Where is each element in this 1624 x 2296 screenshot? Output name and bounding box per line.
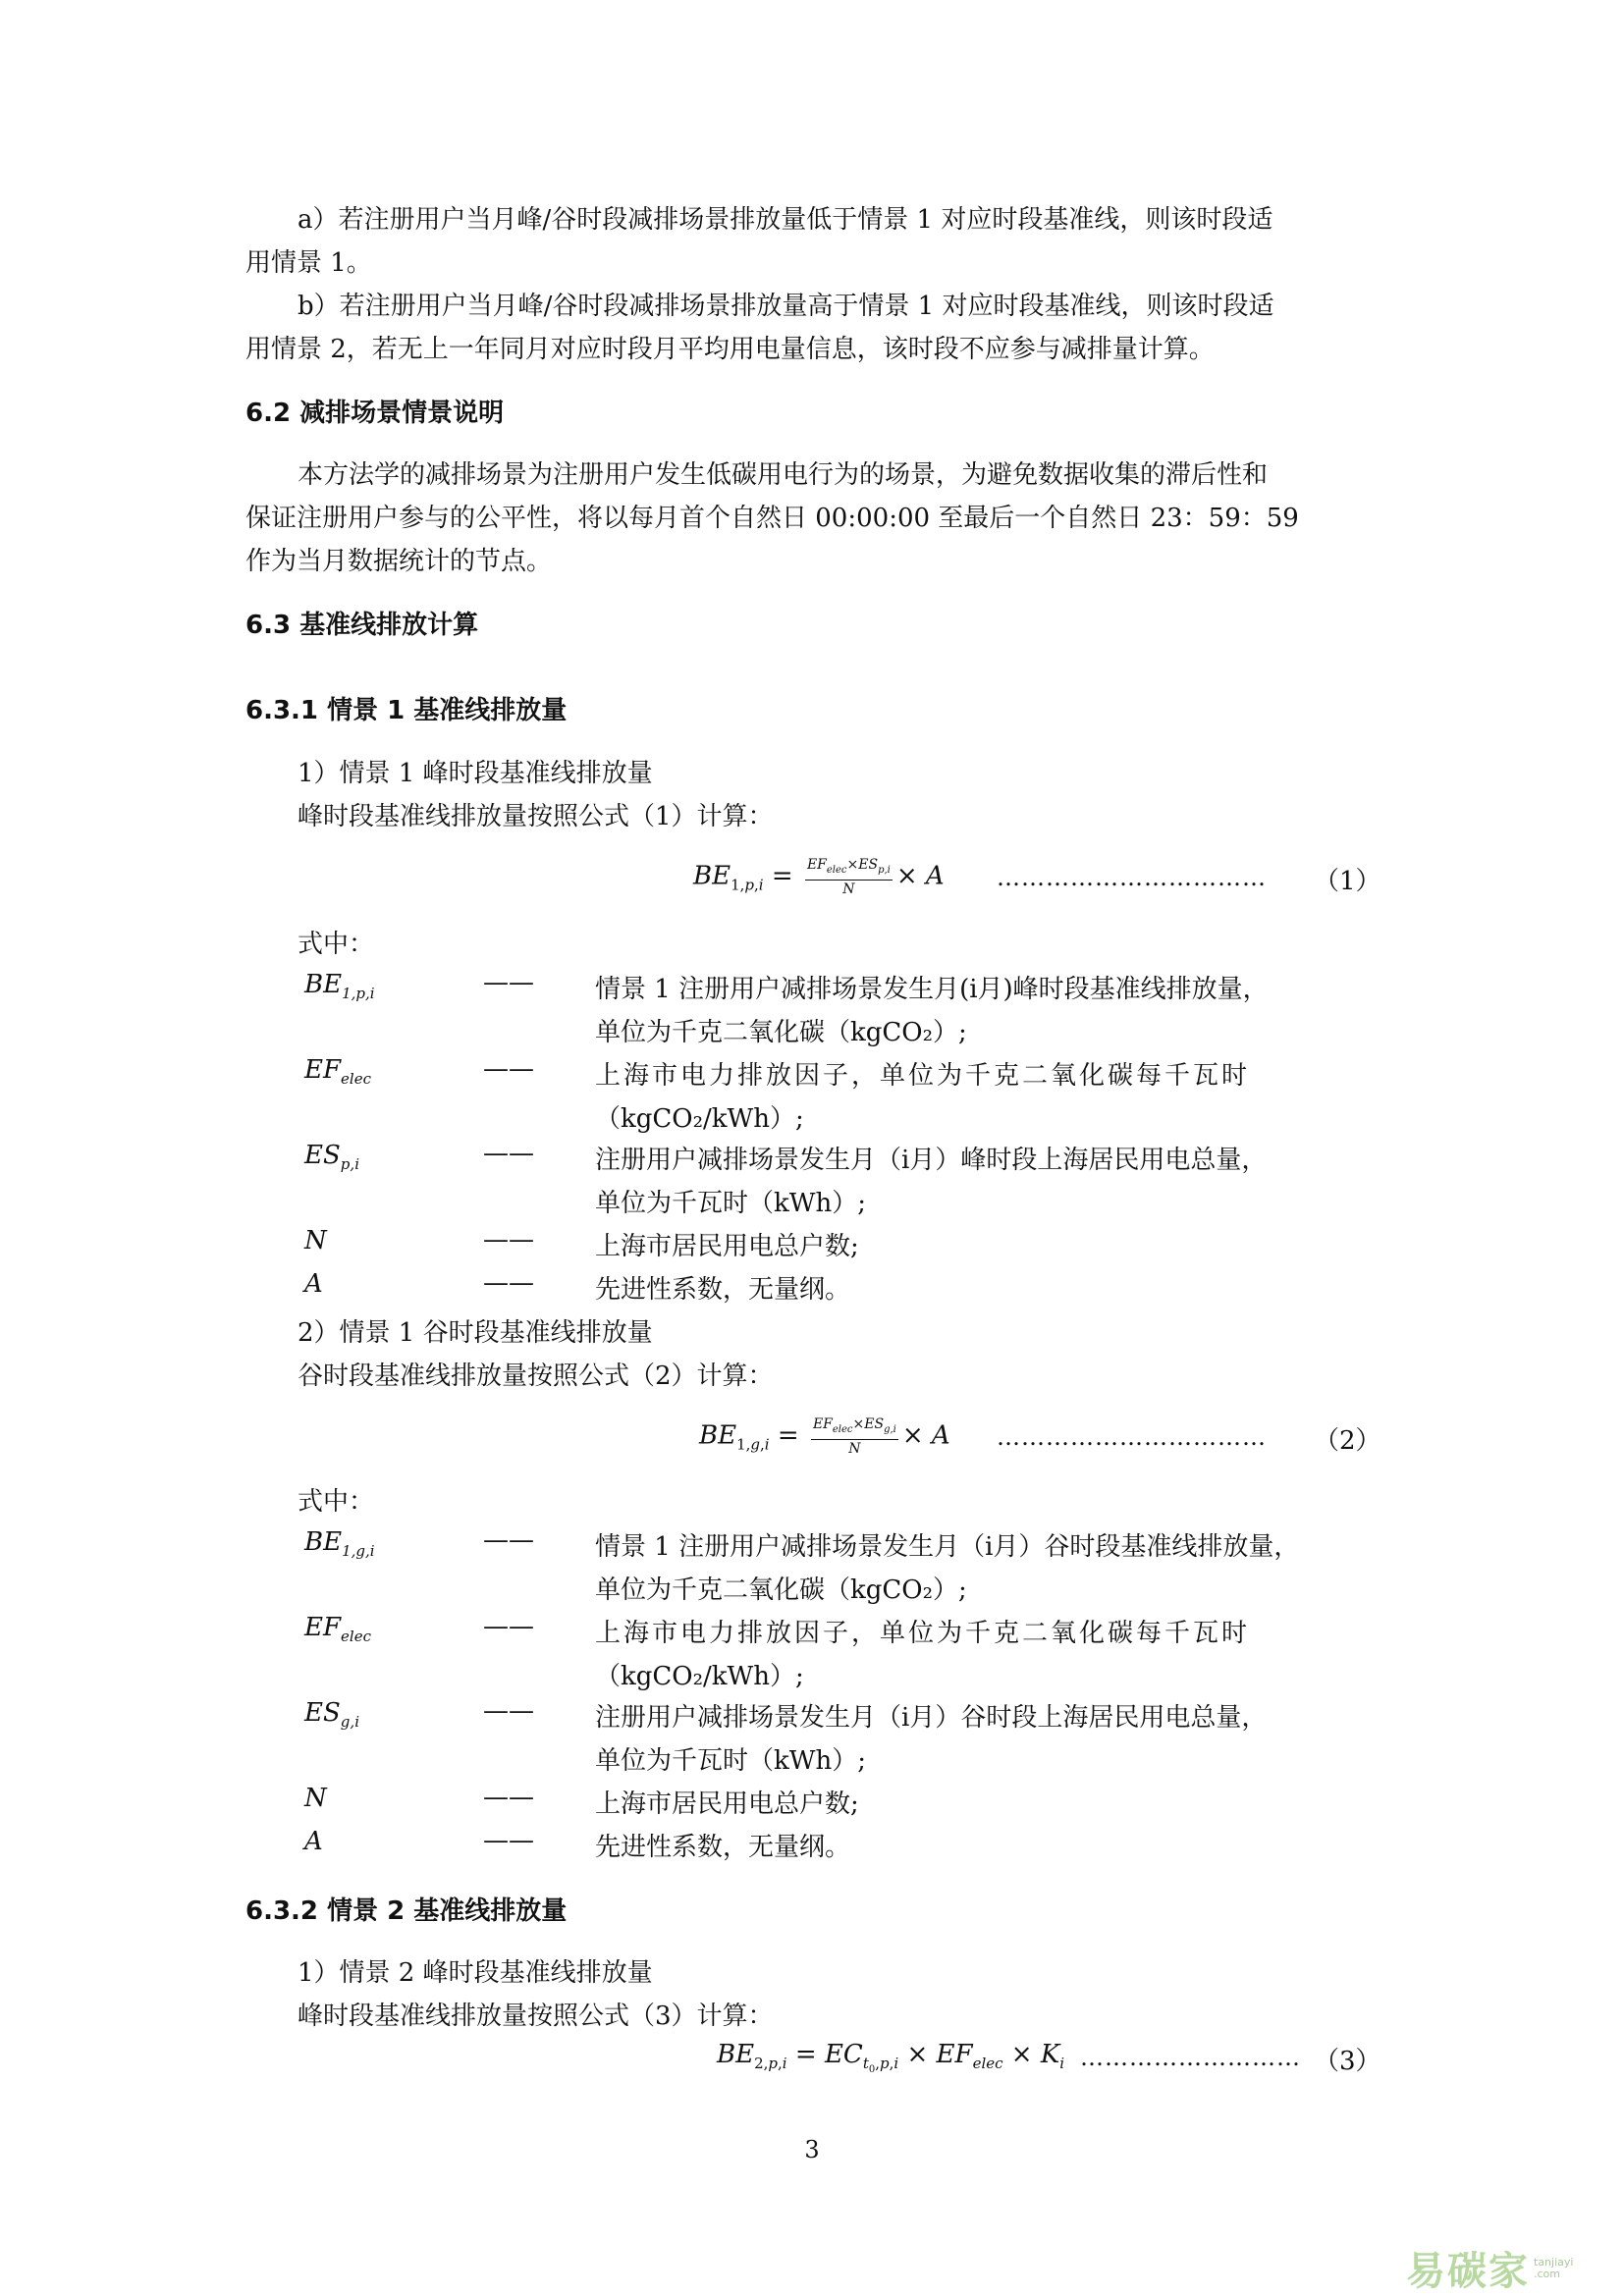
var-dash: —— [483, 1612, 534, 1641]
var-dash: —— [483, 1268, 534, 1298]
formula-2-fraction: $\frac{EF_{elec}\times ES_{g,i}}{N}$ [812, 1416, 896, 1457]
formula-2-number: （2） [1314, 1426, 1381, 1456]
where-2: 式中： [298, 1487, 375, 1517]
var-symbol: A [304, 1827, 323, 1856]
heading-6-3-1: 6.3.1 情景 1 基准线排放量 [245, 696, 568, 725]
var-desc: 上海市电力排放因子，单位为千克二氧化碳每千瓦时 [595, 1619, 1251, 1648]
heading-6-3: 6.3 基准线排放计算 [245, 611, 479, 640]
var-dash: —— [483, 1525, 534, 1555]
var-desc-cont: （kgCO₂/kWh）; [595, 1662, 804, 1691]
var-desc-cont: 单位为千克二氧化碳（kgCO₂）; [595, 1575, 967, 1605]
var-symbol: $BE_{1,p,i}$ [304, 970, 375, 1003]
paragraph-a-line2: 用情景 1。 [245, 248, 372, 278]
page-number: 3 [804, 2136, 820, 2163]
var-dash: —— [483, 968, 534, 997]
var-desc-cont: 单位为千瓦时（kWh）; [595, 1189, 866, 1218]
formula-2-leader: …………………………… [997, 1423, 1267, 1451]
var-desc: 情景 1 注册用户减排场景发生月(i月)峰时段基准线排放量， [595, 975, 1269, 1004]
var-desc: 上海市居民用电总户数; [595, 1789, 859, 1819]
var-desc-cont: 单位为千瓦时（kWh）; [595, 1746, 866, 1776]
formula-2: $BE_{1,g,i}$ = $\frac{EF_{elec}\times ES_{g,i}}{N}$ × A [699, 1416, 950, 1457]
s1-item2: 2）情景 1 谷时段基准线排放量 [298, 1318, 653, 1348]
var-symbol: $ES_{p,i}$ [304, 1141, 359, 1174]
heading-6-3-2: 6.3.2 情景 2 基准线排放量 [245, 1896, 568, 1926]
var-desc: 先进性系数，无量纲。 [595, 1833, 851, 1862]
formula-1-number: （1） [1314, 867, 1381, 896]
p62-line3: 作为当月数据统计的节点。 [245, 547, 553, 576]
var-desc: 注册用户减排场景发生月（i月）峰时段上海居民用电总量， [595, 1146, 1268, 1175]
var-desc: 注册用户减排场景发生月（i月）谷时段上海居民用电总量， [595, 1703, 1268, 1733]
var-dash: —— [483, 1696, 534, 1726]
var-dash: —— [483, 1826, 534, 1855]
var-symbol: $ES_{g,i}$ [304, 1698, 359, 1732]
s1-item2-intro: 谷时段基准线排放量按照公式（2）计算： [298, 1362, 774, 1391]
p62-line1: 本方法学的减排场景为注册用户发生低碳用电行为的场景，为避免数据收集的滞后性和 [298, 460, 1269, 490]
var-symbol: N [304, 1784, 327, 1813]
watermark-text: 易碳家 [1406, 2249, 1530, 2294]
watermark-logo [1406, 2240, 1573, 2296]
var-desc-cont: （kgCO₂/kWh）; [595, 1104, 804, 1134]
var-dash: —— [483, 1139, 534, 1168]
var-symbol: $EF_{elec}$ [304, 1613, 371, 1646]
where-1: 式中： [298, 930, 375, 959]
watermark-domain: tanjiayi .com [1534, 2255, 1574, 2280]
var-symbol: $EF_{elec}$ [304, 1055, 371, 1089]
s1-item1: 1）情景 1 峰时段基准线排放量 [298, 759, 653, 788]
paragraph-b-line2: 用情景 2，若无上一年同月对应时段月平均用电量信息，该时段不应参与减排量计算。 [245, 335, 1215, 364]
paragraph-b-line1: b）若注册用户当月峰/谷时段减排场景排放量高于情景 1 对应时段基准线，则该时段适 [298, 292, 1274, 321]
var-dash: —— [483, 1783, 534, 1812]
var-desc: 情景 1 注册用户减排场景发生月（i月）谷时段基准线排放量， [595, 1532, 1300, 1562]
var-desc: 先进性系数，无量纲。 [595, 1275, 851, 1305]
s2-item1: 1）情景 2 峰时段基准线排放量 [298, 1958, 653, 1988]
var-dash: —— [483, 1054, 534, 1084]
p62-line2: 保证注册用户参与的公平性，将以每月首个自然日 00:00:00 至最后一个自然日 23：59：59 [245, 504, 1299, 533]
formula-3-number: （3） [1314, 2047, 1381, 2076]
var-symbol: A [304, 1269, 323, 1299]
formula-1-leader: …………………………… [997, 864, 1267, 891]
formula-3-leader: ……………………… [1080, 2044, 1301, 2071]
var-symbol: N [304, 1226, 327, 1255]
var-dash: —— [483, 1225, 534, 1255]
var-symbol: $BE_{1,g,i}$ [304, 1527, 375, 1561]
formula-1-fraction: $\frac{EF_{elec}\times ES_{p,i}}{N}$ [806, 857, 891, 897]
var-desc-cont: 单位为千克二氧化碳（kgCO₂）; [595, 1018, 967, 1047]
formula-1: $BE_{1,p,i}$ = $\frac{EF_{elec}\times ES_{p,i}}{N}$ × A [693, 857, 945, 897]
s1-item1-intro: 峰时段基准线排放量按照公式（1）计算： [298, 802, 774, 831]
var-desc: 上海市居民用电总户数; [595, 1232, 859, 1261]
s2-item1-intro: 峰时段基准线排放量按照公式（3）计算： [298, 2002, 774, 2031]
var-desc: 上海市电力排放因子，单位为千克二氧化碳每千瓦时 [595, 1061, 1251, 1091]
heading-6-2: 6.2 减排场景情景说明 [245, 399, 505, 428]
paragraph-a-line1: a）若注册用户当月峰/谷时段减排场景排放量低于情景 1 对应时段基准线，则该时段适 [298, 205, 1273, 235]
formula-3: $BE_{2,p,i} = EC_{t_0,p,i} \times EF_{elec} \times K_i$ [717, 2040, 1065, 2076]
